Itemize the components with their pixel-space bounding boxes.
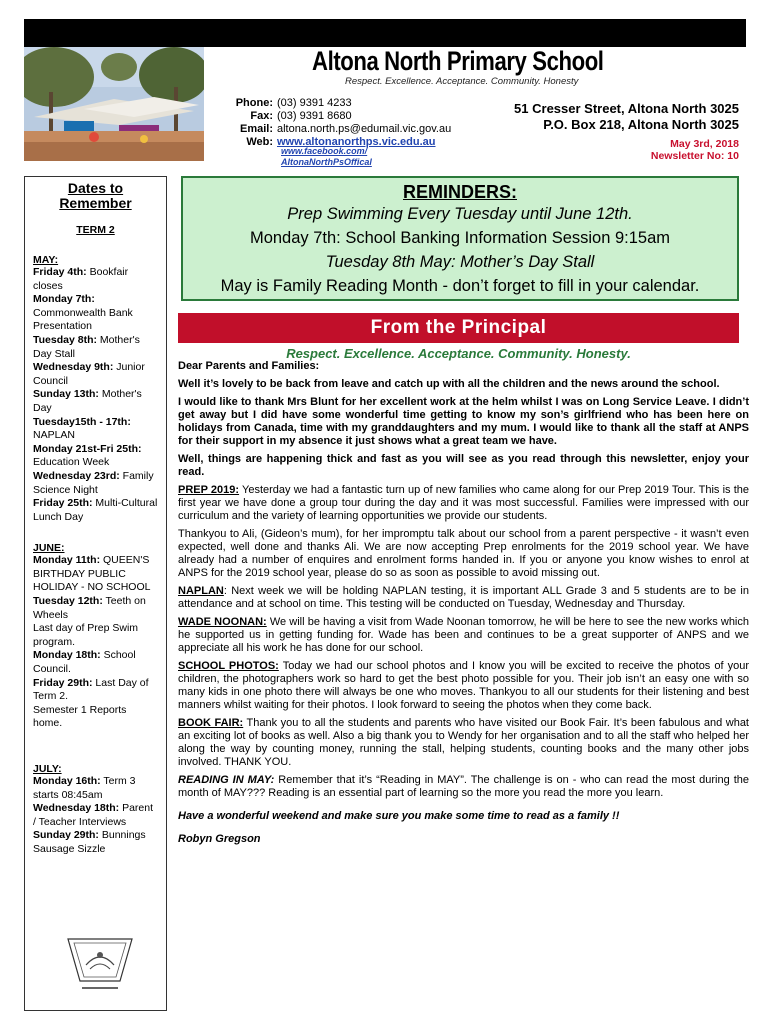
date-entry: Wednesday 9th: Junior Council: [33, 361, 145, 387]
reminder-banking: Monday 7th: School Banking Information Session 9:15am: [249, 229, 671, 247]
fax-label: Fax:: [250, 110, 273, 122]
naplan-text: : Next week we will be holding NAPLAN testing, it is important ALL Grade 3 and 5 students are to be in attendance and at school on time. This testing will be conducted on Tuesday, Wednesday and Thursday.: [178, 585, 749, 610]
month-july: JULY:: [33, 763, 62, 775]
contact-phone: [228, 97, 451, 110]
naplan-heading: NAPLAN: [178, 585, 224, 597]
date-entry: Semester 1 Reports home.: [33, 703, 127, 730]
phone-label: Phone:: [235, 97, 273, 109]
facebook-line-1: www.facebook.com/: [281, 146, 368, 156]
date-entry: Wednesday 23rd: Family Science Night: [33, 469, 154, 496]
contact-email: [228, 123, 451, 136]
may-entries: [33, 266, 158, 524]
principal-heading: From the Principal: [178, 313, 739, 343]
spacer: [33, 731, 158, 745]
phone-value: (03) 9391 4233: [277, 97, 352, 109]
date-entry: Last day of Prep Swim program.: [33, 622, 139, 648]
date-entry: Tuesday 12th: Teeth on Wheels: [33, 595, 146, 621]
school-values-tagline: Respect. Excellence. Acceptance. Community. Honesty: [345, 76, 579, 87]
date-entry: Sunday 29th: Bunnings Sausage Sizzle: [33, 829, 146, 855]
paragraph-naplan: [178, 585, 749, 611]
date-entry: Monday 16th: Term 3 starts 08:45am: [33, 775, 136, 801]
website-link[interactable]: www.altonanorthps.vic.edu.au: [277, 136, 436, 148]
contact-fax: [228, 110, 451, 123]
paragraph-book-fair: [178, 717, 749, 769]
paragraph-intro-2: I would like to thank Mrs Blunt for her excellent work at the helm whilst I was on Long Service Leave. I didn’t get away but I did have some wonderful time getting to know my son’s girlfriend who has been here on holidays from Canada, time with my granddaughters and my mum. I would like to thank all the staff at ANPS for their support in my absence it just shows what a great team we have.: [178, 396, 749, 447]
date-entry: Friday 25th: Multi-Cultural Lunch Day: [33, 497, 158, 523]
school-logo: [60, 935, 140, 997]
date-entry: Wednesday 18th: Parent / Teacher Interviews: [33, 802, 154, 828]
photos-heading: SCHOOL PHOTOS:: [178, 660, 279, 672]
prep-text: Yesterday we had a fantastic turn up of new families who came along for our Prep 2019 Tour. This is the first year we have done a group tour during the day and it was most successful. Families were impressed with our curriculum and the variety of learning opportunities we provide our students.: [178, 484, 749, 522]
photos-text: Today we had our school photos and I know you will be excited to receive the photos of your children, the photographers work so hard to get the best photo possible for you. Their job isn’t an easy one with so many kids in one photo there will always be one who moves. Thankyou to all our students for their listening and best manners whilst waiting for their photos. I look forward to seeing the photos when they come back.: [178, 660, 750, 711]
principal-letter: [178, 360, 749, 851]
paragraph-prep: [178, 484, 749, 523]
sidebar-title: [33, 181, 158, 211]
date-entry: Tuesday 8th: Mother's Day Stall: [33, 333, 140, 360]
closing-line: Have a wonderful weekend and make sure you make some time to read as a family !!: [178, 810, 620, 822]
paragraph-reading: [178, 774, 749, 800]
principal-values: Respect. Excellence. Acceptance. Community. Honesty.: [286, 346, 631, 361]
school-address: [514, 101, 739, 133]
contact-details: [228, 97, 451, 149]
signature: Robyn Gregson: [178, 833, 261, 845]
june-entries: [33, 554, 158, 731]
email-label: Email:: [239, 123, 273, 135]
reminders-title: REMINDERS:: [402, 182, 517, 202]
sidebar-title-line-2: Remember: [59, 195, 132, 211]
prep-heading: PREP 2019:: [178, 484, 240, 496]
reading-heading: READING IN MAY:: [178, 774, 275, 786]
paragraph-photos: [178, 660, 749, 712]
reading-text: Remember that it’s “Reading in MAY”. The challenge is on - who can read the most during the month of MAY??? Reading is an essential part of learning so the more you read the more you learn.: [178, 774, 749, 799]
school-name: Altona North Primary School: [312, 46, 604, 76]
facebook-line-2: AltonaNorthPsOffical: [281, 157, 372, 167]
top-black-bar: [24, 19, 746, 47]
salutation: Dear Parents and Families:: [178, 360, 320, 372]
web-label: Web:: [246, 136, 273, 148]
fax-value: (03) 9391 8680: [277, 110, 352, 122]
paragraph-prep-2: Thankyou to Ali, (Gideon’s mum), for her impromptu talk about our school from a parent perspective - it wasn’t even expected, well done and thanks Ali. We are now accepting Prep enrolments for the 2019 school year. We have already had a number of enquires and enrolment forms handed in. If you or anyone you know wishes to enrol at ANPS for the 2019 school year, please do so as soon as possible to avoid missing out.: [178, 528, 749, 579]
date-entry: Monday 21st-Fri 25th: Education Week: [33, 442, 142, 469]
date-entry: Friday 4th: Bookfair closes: [33, 266, 129, 292]
reminder-reading-month: May is Family Reading Month - don’t forget to fill in your calendar.: [220, 277, 700, 295]
sidebar-title-line-1: Dates to: [67, 180, 124, 196]
reminder-swimming: Prep Swimming Every Tuesday until June 12th.: [287, 205, 633, 223]
month-june: JUNE:: [33, 542, 65, 555]
street-address: 51 Cresser Street, Altona North 3025: [514, 101, 739, 116]
paragraph-intro-3: Well, things are happening thick and fast as you will see as you read through this newsletter, enjoy your read.: [178, 453, 749, 478]
month-may: MAY:: [33, 254, 59, 266]
term-label: TERM 2: [76, 224, 115, 236]
date-entry: Tuesday15th - 17th: NAPLAN: [33, 415, 131, 442]
date-entry: Sunday 13th: Mother's Day: [33, 388, 142, 414]
dates-sidebar: [24, 176, 167, 1011]
email-value: altona.north.ps@edumail.vic.gov.au: [277, 123, 452, 135]
date-entry: Monday 18th: School Council.: [33, 649, 136, 676]
issue-info: [651, 138, 739, 162]
date-entry: Monday 11th: QUEEN'S BIRTHDAY PUBLIC HOLIDAY - NO SCHOOL: [33, 554, 151, 594]
book-fair-heading: BOOK FAIR:: [178, 717, 244, 729]
newsletter-number: Newsletter No: 10: [650, 150, 739, 162]
facebook-link[interactable]: [281, 146, 372, 168]
book-fair-text: Thank you to all the students and parents who have visited our Book Fair. It’s been fabulous and what an exciting lot of books as well. Also a big thank you to Wendy for her organisation and to all the staff who helped her along the way by counting money, running the stall, helping students, counting books and the many other jobs involved. THANK YOU.: [178, 717, 749, 768]
wade-text: We will be having a visit from Wade Noonan tomorrow, he will be here to see the new works which he supported us in getting funding for. Wade has been and continues to be a great supporter of ANPS and we appreciate all his work he has done for our school.: [178, 616, 749, 654]
reminder-mothers-day: Tuesday 8th May: Mother’s Day Stall: [325, 253, 595, 271]
postal-address: P.O. Box 218, Altona North 3025: [543, 117, 739, 132]
school-photo: [24, 47, 204, 161]
july-entries: [33, 775, 158, 857]
paragraph-wade: [178, 616, 749, 655]
date-entry: Friday 29th: Last Day of Term 2.: [33, 676, 149, 703]
date-entry: Monday 7th: Commonwealth Bank Presentation: [33, 293, 133, 333]
wade-heading: WADE NOONAN:: [178, 616, 267, 628]
reminders-box: [181, 176, 739, 301]
newsletter-date: May 3rd, 2018: [670, 138, 739, 150]
paragraph-intro-1: Well it’s lovely to be back from leave and catch up with all the children and the news around the school.: [178, 378, 720, 390]
